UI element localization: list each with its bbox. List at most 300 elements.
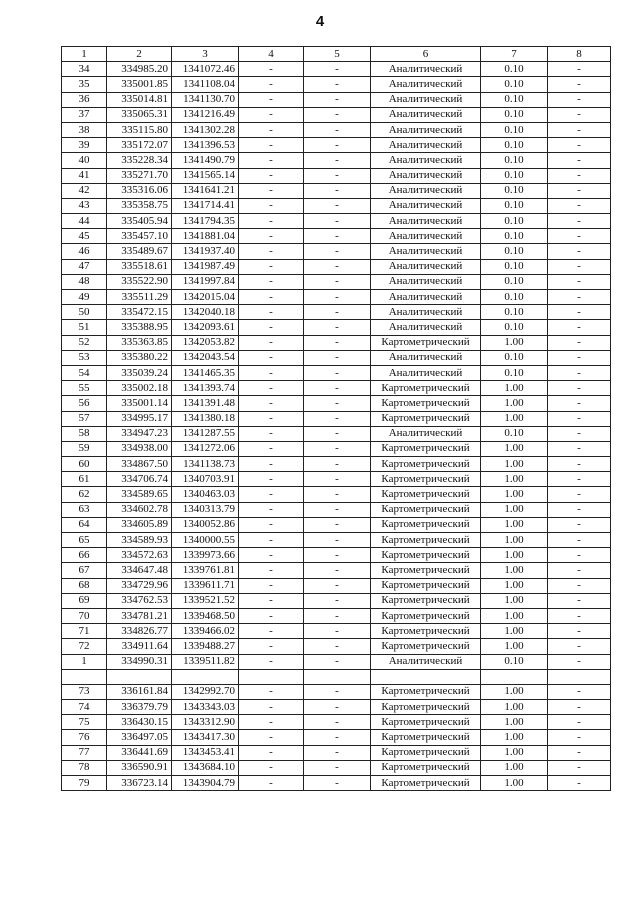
table-cell: - [239, 305, 304, 320]
table-cell: 1343312.90 [172, 715, 239, 730]
table-cell: 0.10 [481, 426, 548, 441]
table-cell: 336590.91 [107, 760, 172, 775]
table-cell: - [548, 700, 611, 715]
table-row [62, 62, 611, 77]
table-cell: 1341380.18 [172, 411, 239, 426]
table-cell: 335316.06 [107, 183, 172, 198]
table-row [62, 381, 611, 396]
table-cell: 1341565.14 [172, 168, 239, 183]
table-cell: 0.10 [481, 229, 548, 244]
table-row [62, 77, 611, 92]
table-cell: - [304, 214, 371, 229]
table-cell: - [304, 472, 371, 487]
table-row [62, 776, 611, 791]
table-cell: - [239, 487, 304, 502]
table-cell: 0.10 [481, 654, 548, 669]
page-number: 4 [315, 13, 325, 30]
table-cell: 336497.05 [107, 730, 172, 745]
table-cell: 1341490.79 [172, 153, 239, 168]
table-cell: - [548, 715, 611, 730]
table-cell: - [548, 760, 611, 775]
table-cell: - [239, 517, 304, 532]
table-cell: - [548, 335, 611, 350]
table-cell: 1341465.35 [172, 365, 239, 380]
header-cell: 3 [172, 47, 239, 62]
table-cell: 59 [62, 441, 107, 456]
table-cell: - [548, 624, 611, 639]
table-cell: - [304, 517, 371, 532]
table-row [62, 684, 611, 699]
table-cell: 0.10 [481, 244, 548, 259]
table-cell: Аналитический [371, 92, 481, 107]
table-cell: 0.10 [481, 305, 548, 320]
table-cell: - [239, 396, 304, 411]
table-cell: - [239, 426, 304, 441]
table-cell: 1341272.06 [172, 441, 239, 456]
table-cell: - [548, 411, 611, 426]
table-cell: - [304, 578, 371, 593]
table-cell: - [548, 320, 611, 335]
table-cell: - [239, 214, 304, 229]
table-row [62, 168, 611, 183]
table-cell: - [548, 365, 611, 380]
table-cell: - [548, 62, 611, 77]
table-cell: 335457.10 [107, 229, 172, 244]
table-cell: Аналитический [371, 350, 481, 365]
table-cell: 335001.14 [107, 396, 172, 411]
table-cell: 334990.31 [107, 654, 172, 669]
table-cell: - [548, 426, 611, 441]
table-body [62, 47, 611, 791]
table-cell: 1.00 [481, 457, 548, 472]
table-cell: 0.10 [481, 153, 548, 168]
table-cell: 334589.65 [107, 487, 172, 502]
table-cell: Картометрический [371, 457, 481, 472]
table-cell: 334985.20 [107, 62, 172, 77]
table-cell: - [548, 776, 611, 791]
table-row [62, 730, 611, 745]
table-cell: 64 [62, 517, 107, 532]
table-cell: - [304, 760, 371, 775]
table-cell: 1339488.27 [172, 639, 239, 654]
table-cell: Картометрический [371, 730, 481, 745]
table-cell: 1340463.03 [172, 487, 239, 502]
table-cell: - [304, 487, 371, 502]
table-cell: 45 [62, 229, 107, 244]
table-cell: - [239, 472, 304, 487]
table-cell: 1339466.02 [172, 624, 239, 639]
table-row [62, 138, 611, 153]
table-cell: 1341997.84 [172, 274, 239, 289]
table-cell: 40 [62, 153, 107, 168]
table-cell: 1.00 [481, 335, 548, 350]
table-cell: Картометрический [371, 487, 481, 502]
table-cell: 0.10 [481, 77, 548, 92]
table-cell: - [304, 244, 371, 259]
table-cell: 1.00 [481, 472, 548, 487]
table-cell: - [548, 730, 611, 745]
table-row [62, 639, 611, 654]
table-cell: Аналитический [371, 138, 481, 153]
table-cell: - [548, 290, 611, 305]
table-row [62, 533, 611, 548]
table-row [62, 92, 611, 107]
table-cell: 51 [62, 320, 107, 335]
table-cell: - [239, 639, 304, 654]
header-cell: 4 [239, 47, 304, 62]
table-cell: 43 [62, 198, 107, 213]
table-cell: 334781.21 [107, 608, 172, 623]
table-cell: - [548, 138, 611, 153]
table-cell: 1340313.79 [172, 502, 239, 517]
table-cell: - [304, 457, 371, 472]
table-cell: 335014.81 [107, 92, 172, 107]
table-cell: - [548, 533, 611, 548]
table-cell: 65 [62, 533, 107, 548]
table-cell: - [304, 62, 371, 77]
table-cell: Аналитический [371, 426, 481, 441]
table-cell: 1.00 [481, 700, 548, 715]
table-cell: 1339973.66 [172, 548, 239, 563]
table-cell: 335172.07 [107, 138, 172, 153]
table-cell: Картометрический [371, 608, 481, 623]
table-cell: - [304, 730, 371, 745]
table-cell: Картометрический [371, 578, 481, 593]
table-cell: Картометрический [371, 684, 481, 699]
table-cell: 1341302.28 [172, 122, 239, 137]
table-cell: 1.00 [481, 745, 548, 760]
table-cell: 1341287.55 [172, 426, 239, 441]
table-cell: 336161.84 [107, 684, 172, 699]
table-cell: - [548, 92, 611, 107]
table-cell: Аналитический [371, 122, 481, 137]
table-cell: 0.10 [481, 350, 548, 365]
table-cell: - [548, 563, 611, 578]
table-cell: 35 [62, 77, 107, 92]
table-cell: 53 [62, 350, 107, 365]
table-row [62, 198, 611, 213]
table-cell: - [304, 229, 371, 244]
table-cell: 1.00 [481, 441, 548, 456]
table-row [62, 715, 611, 730]
table-row [62, 122, 611, 137]
table-cell: - [239, 745, 304, 760]
table-cell: - [304, 745, 371, 760]
table-cell: 334826.77 [107, 624, 172, 639]
table-row [62, 244, 611, 259]
table-header-row [62, 47, 611, 62]
table-cell: - [548, 608, 611, 623]
header-cell: 8 [548, 47, 611, 62]
table-cell: - [304, 700, 371, 715]
table-cell: 1.00 [481, 593, 548, 608]
table-cell: 56 [62, 396, 107, 411]
table-cell: 1.00 [481, 517, 548, 532]
table-cell: 66 [62, 548, 107, 563]
table-row [62, 214, 611, 229]
table-cell: 46 [62, 244, 107, 259]
table-cell: 70 [62, 608, 107, 623]
table-cell: 1.00 [481, 730, 548, 745]
table-cell: - [548, 122, 611, 137]
table-cell: Картометрический [371, 715, 481, 730]
table-cell: 0.10 [481, 365, 548, 380]
table-cell: - [239, 92, 304, 107]
table-cell: - [304, 563, 371, 578]
table-cell: 0.10 [481, 290, 548, 305]
table-cell: - [548, 244, 611, 259]
table-cell: 68 [62, 578, 107, 593]
table-cell: 335405.94 [107, 214, 172, 229]
table-cell: Картометрический [371, 396, 481, 411]
table-row [62, 153, 611, 168]
table-cell: 1341396.53 [172, 138, 239, 153]
table-cell: 42 [62, 183, 107, 198]
table-cell: 1342992.70 [172, 684, 239, 699]
table-cell: 0.10 [481, 320, 548, 335]
table-cell [304, 669, 371, 684]
table-cell: 1341393.74 [172, 381, 239, 396]
table-row [62, 426, 611, 441]
table-cell: 1.00 [481, 487, 548, 502]
table-cell: - [239, 198, 304, 213]
table-cell: - [304, 502, 371, 517]
table-cell: 1.00 [481, 684, 548, 699]
table-cell: Картометрический [371, 639, 481, 654]
table-cell: 1343904.79 [172, 776, 239, 791]
table-row [62, 624, 611, 639]
table-cell: - [548, 548, 611, 563]
table-cell [62, 669, 107, 684]
table-cell: - [548, 274, 611, 289]
table-cell: 75 [62, 715, 107, 730]
table-cell: 335511.29 [107, 290, 172, 305]
table-cell: - [304, 548, 371, 563]
table-cell: 336723.14 [107, 776, 172, 791]
table-row [62, 441, 611, 456]
table-cell: 67 [62, 563, 107, 578]
table-cell: Картометрический [371, 760, 481, 775]
table-row [62, 578, 611, 593]
table-cell: 1.00 [481, 624, 548, 639]
table-cell: - [239, 624, 304, 639]
table-row [62, 563, 611, 578]
table-cell: 41 [62, 168, 107, 183]
table-cell: 1340703.91 [172, 472, 239, 487]
table-cell: - [239, 457, 304, 472]
table-cell: - [239, 715, 304, 730]
table-cell: 1342043.54 [172, 350, 239, 365]
table-cell: 0.10 [481, 107, 548, 122]
table-row [62, 517, 611, 532]
table-cell: 52 [62, 335, 107, 350]
table-cell: 1339468.50 [172, 608, 239, 623]
table-cell: - [239, 107, 304, 122]
table-cell: - [239, 593, 304, 608]
table-cell: - [239, 274, 304, 289]
table-cell: - [304, 776, 371, 791]
table-cell: Аналитический [371, 259, 481, 274]
table-cell: 335065.31 [107, 107, 172, 122]
table-cell: 1343453.41 [172, 745, 239, 760]
table-row [62, 396, 611, 411]
table-cell: 335002.18 [107, 381, 172, 396]
table-cell: - [548, 457, 611, 472]
table-cell: Картометрический [371, 502, 481, 517]
table-cell: 63 [62, 502, 107, 517]
table-cell: 1.00 [481, 411, 548, 426]
table-cell: Картометрический [371, 700, 481, 715]
table-cell: - [548, 578, 611, 593]
table-cell: - [548, 214, 611, 229]
table-row [62, 700, 611, 715]
table-cell: 334947.23 [107, 426, 172, 441]
table-cell: - [304, 624, 371, 639]
table-cell: 1341881.04 [172, 229, 239, 244]
table-cell: Картометрический [371, 533, 481, 548]
table-cell: Аналитический [371, 654, 481, 669]
table-cell: 1 [62, 654, 107, 669]
table-cell: - [239, 608, 304, 623]
table-cell: 1339611.71 [172, 578, 239, 593]
table-cell: Картометрический [371, 411, 481, 426]
table-cell: - [548, 396, 611, 411]
table-row [62, 290, 611, 305]
table-row [62, 350, 611, 365]
table-cell: - [304, 381, 371, 396]
table-cell: 54 [62, 365, 107, 380]
table-cell: 1340052.86 [172, 517, 239, 532]
table-cell: 1.00 [481, 533, 548, 548]
table-cell: - [304, 107, 371, 122]
table-cell: - [239, 320, 304, 335]
table-cell: 1.00 [481, 760, 548, 775]
table-row [62, 608, 611, 623]
table-cell: - [304, 441, 371, 456]
table-cell: - [304, 183, 371, 198]
table-cell: 1343343.03 [172, 700, 239, 715]
table-cell: 37 [62, 107, 107, 122]
table-cell: 1.00 [481, 608, 548, 623]
table-cell: - [239, 168, 304, 183]
table-cell: Картометрический [371, 548, 481, 563]
table-cell: Аналитический [371, 153, 481, 168]
table-cell: 1.00 [481, 502, 548, 517]
table-cell: - [548, 183, 611, 198]
table-cell: - [304, 608, 371, 623]
table-cell: 1341216.49 [172, 107, 239, 122]
table-row [62, 654, 611, 669]
table-row [62, 365, 611, 380]
table-row [62, 457, 611, 472]
table-cell: - [239, 533, 304, 548]
table-cell: 1342053.82 [172, 335, 239, 350]
table-row [62, 107, 611, 122]
table-cell: 334605.89 [107, 517, 172, 532]
table-cell: 1341072.46 [172, 62, 239, 77]
table-cell: - [304, 411, 371, 426]
table-cell: 336430.15 [107, 715, 172, 730]
table-cell: - [304, 92, 371, 107]
table-cell: 335228.34 [107, 153, 172, 168]
table-cell: - [548, 502, 611, 517]
table-cell: - [548, 517, 611, 532]
table-cell: 72 [62, 639, 107, 654]
table-cell: - [304, 639, 371, 654]
table-row [62, 487, 611, 502]
table-cell: 55 [62, 381, 107, 396]
table-cell: - [304, 305, 371, 320]
table-cell: - [239, 548, 304, 563]
table-cell: Аналитический [371, 62, 481, 77]
table-cell: 0.10 [481, 122, 548, 137]
table-cell: - [548, 654, 611, 669]
table-cell: - [239, 760, 304, 775]
table-cell: 334938.00 [107, 441, 172, 456]
table-cell: Аналитический [371, 168, 481, 183]
table-cell: 335518.61 [107, 259, 172, 274]
table-cell: 76 [62, 730, 107, 745]
table-cell: 1342015.04 [172, 290, 239, 305]
table-cell: - [548, 487, 611, 502]
table-cell: 34 [62, 62, 107, 77]
table-cell: - [548, 107, 611, 122]
table-row [62, 502, 611, 517]
table-cell: - [239, 365, 304, 380]
table-cell: 1339761.81 [172, 563, 239, 578]
table-cell: - [239, 502, 304, 517]
table-cell: - [239, 244, 304, 259]
table-cell: 335472.15 [107, 305, 172, 320]
table-cell: - [239, 441, 304, 456]
table-cell: 77 [62, 745, 107, 760]
table-cell: - [548, 441, 611, 456]
table-cell: - [239, 138, 304, 153]
table-cell: - [304, 320, 371, 335]
table-cell: 1.00 [481, 563, 548, 578]
table-cell: 44 [62, 214, 107, 229]
table-cell: - [239, 259, 304, 274]
table-cell: 1341108.04 [172, 77, 239, 92]
table-cell: - [239, 183, 304, 198]
table-cell: - [239, 563, 304, 578]
table-cell: 0.10 [481, 183, 548, 198]
table-cell: 335001.85 [107, 77, 172, 92]
table-cell: Картометрический [371, 563, 481, 578]
table-cell: - [239, 350, 304, 365]
table-cell: 1342093.61 [172, 320, 239, 335]
table-cell: 1.00 [481, 381, 548, 396]
table-cell: 1.00 [481, 715, 548, 730]
table-cell: 78 [62, 760, 107, 775]
table-cell: 62 [62, 487, 107, 502]
table-cell: 335115.80 [107, 122, 172, 137]
table-cell: Аналитический [371, 274, 481, 289]
table-cell: 74 [62, 700, 107, 715]
table-row [62, 472, 611, 487]
table-cell: 334602.78 [107, 502, 172, 517]
table-cell: - [304, 396, 371, 411]
table-cell: - [548, 350, 611, 365]
table-cell: 1340000.55 [172, 533, 239, 548]
table-cell: Аналитический [371, 244, 481, 259]
table-cell: - [304, 77, 371, 92]
table-cell: 334762.53 [107, 593, 172, 608]
table-cell: - [548, 745, 611, 760]
table-cell: 0.10 [481, 138, 548, 153]
header-cell: 5 [304, 47, 371, 62]
table-cell [172, 669, 239, 684]
